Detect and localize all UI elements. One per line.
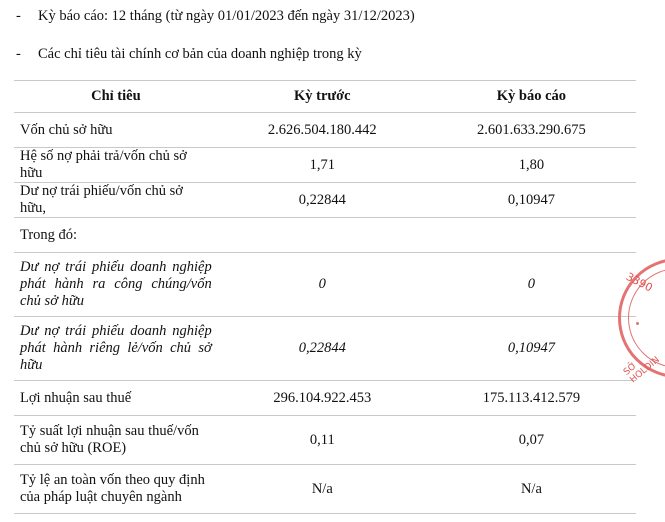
seal-number: 3390 [623,270,655,295]
row-prev-value: 296.104.922.453 [218,381,427,416]
table-row [14,218,636,253]
table-row [14,253,636,317]
table-header-row [14,81,636,113]
row-label: Tỷ lệ an toàn vốn theo quy định của pháp luật chuyên ngành [14,465,218,514]
row-curr-value [427,218,636,253]
row-label: Dư nợ trái phiếu/vốn chủ sở hữu, [14,183,218,218]
report-period-line [16,8,415,25]
table-row [14,465,636,514]
table-row [14,113,636,148]
row-curr-value: N/a [427,465,636,514]
table-row [14,317,636,381]
financial-indicators-table [14,80,636,514]
row-curr-value: 0,10947 [427,183,636,218]
row-label: Lợi nhuận sau thuế [14,381,218,416]
table-row [14,148,636,183]
row-label: Dư nợ trái phiếu doanh nghiệp phát hành ra công chúng/vốn chủ sở hữu [14,253,218,317]
indicators-intro-line [16,46,362,63]
row-label: Dư nợ trái phiếu doanh nghiệp phát hành riêng lẻ/vốn chủ sở hữu [14,317,218,381]
table-row [14,416,636,465]
row-label: Tỷ suất lợi nhuận sau thuế/vốn chủ sở hữu (ROE) [14,416,218,465]
header-indicator: Chỉ tiêu [14,81,218,113]
row-prev-value: 0 [218,253,427,317]
row-label: Hệ số nợ phải trả/vốn chủ sở hữu [14,148,218,183]
header-reporting-period: Kỳ báo cáo [427,81,636,113]
seal-dot [636,322,639,325]
row-prev-value: 0,22844 [218,317,427,381]
table-row [14,381,636,416]
bullet-dash: - [16,8,21,24]
table-row [14,183,636,218]
row-curr-value: 0,10947 [427,317,636,381]
row-prev-value: 2.626.504.180.442 [218,113,427,148]
row-prev-value [218,218,427,253]
row-curr-value: 0,07 [427,416,636,465]
company-seal [610,250,665,390]
row-curr-value: 0 [427,253,636,317]
bullet-dash: - [16,46,21,62]
row-prev-value: 1,71 [218,148,427,183]
header-previous-period: Kỳ trước [218,81,427,113]
row-prev-value: N/a [218,465,427,514]
row-prev-value: 0,11 [218,416,427,465]
row-curr-value: 2.601.633.290.675 [427,113,636,148]
seal-text: SỞ HOLDIN [622,355,662,386]
row-label: Trong đó: [14,218,218,253]
row-curr-value: 1,80 [427,148,636,183]
row-prev-value: 0,22844 [218,183,427,218]
row-curr-value: 175.113.412.579 [427,381,636,416]
row-label: Vốn chủ sở hữu [14,113,218,148]
indicators-intro-text: Các chỉ tiêu tài chính cơ bản của doanh nghiệp trong kỳ [38,46,362,62]
report-period-text: Kỳ báo cáo: 12 tháng (từ ngày 01/01/2023 đến ngày 31/12/2023) [38,8,415,24]
